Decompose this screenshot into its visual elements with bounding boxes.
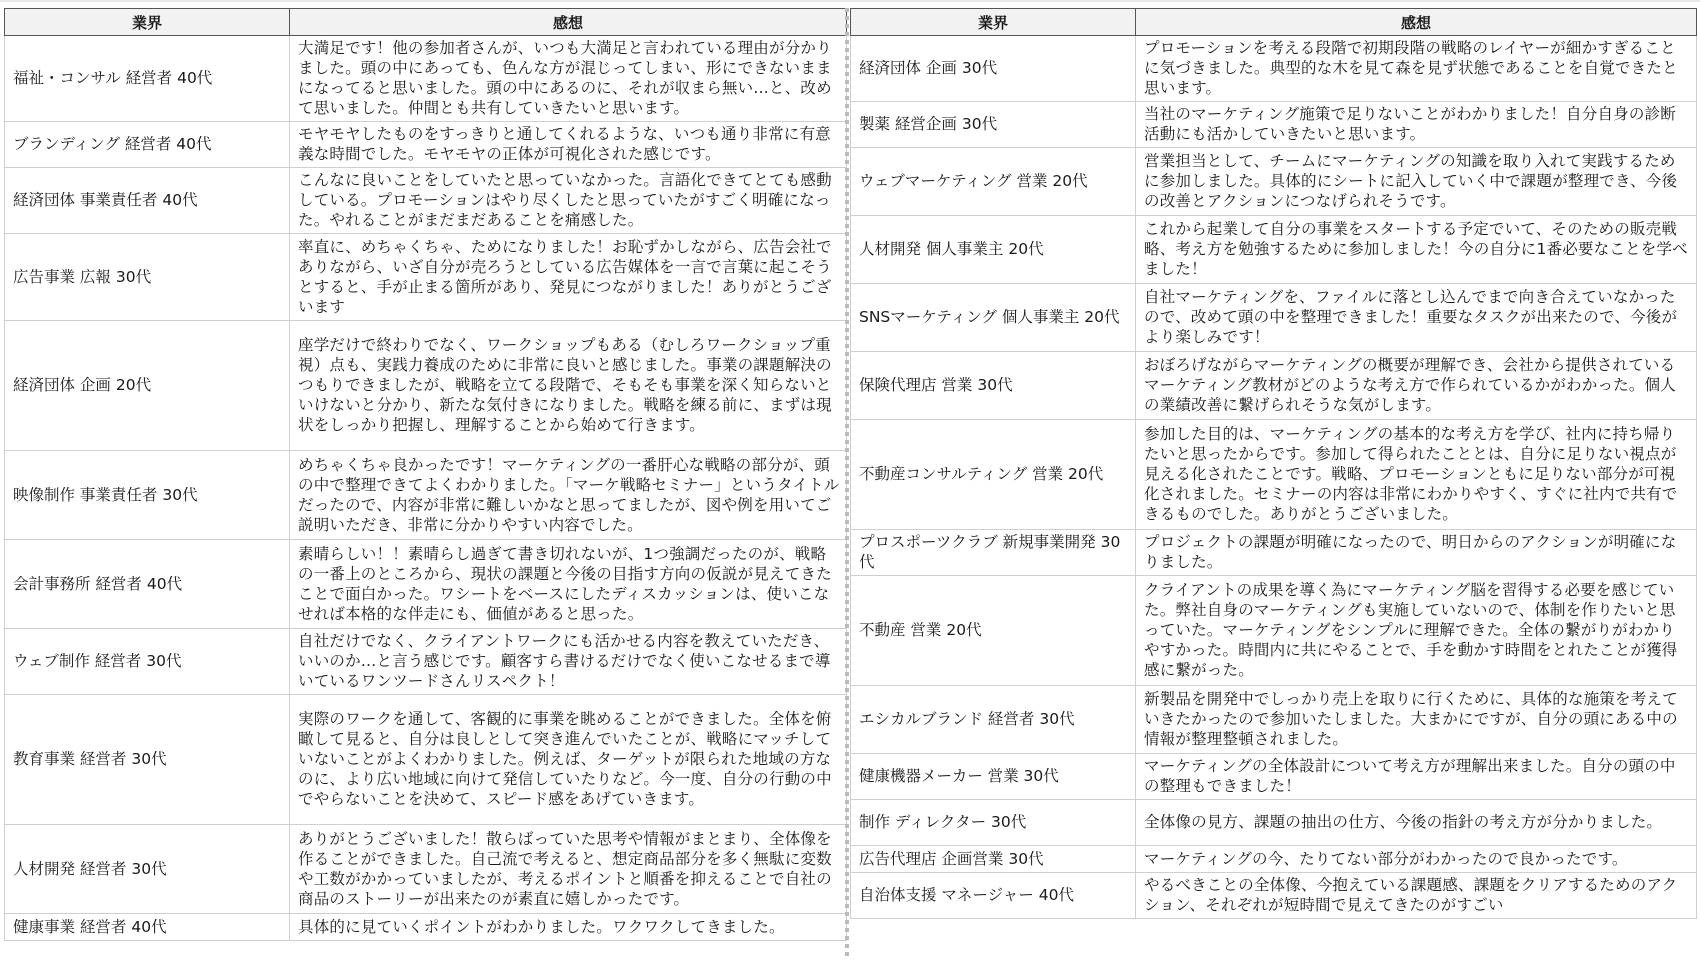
header-industry: 業界 xyxy=(5,9,290,36)
comment-cell: 素晴らしい！！素晴らし過ぎて書き切れないが、1つ強調だったのが、戦略の一番上のところから、現状の課題と今後の目指す方向の仮説が見えてきたことで面白かった。ワシートをベースにしたディスカッションは、使いこなせれば本格的な伴走にも、価値があると思った。 xyxy=(290,540,847,629)
table-row xyxy=(5,122,847,168)
comment-cell: モヤモヤしたものをすっきりと通してくれるような、いつも通り非常に有意義な時間でした。モヤモヤの正体が可視化された感じです。 xyxy=(290,122,847,168)
comment-cell: プロジェクトの課題が明確になったので、明日からのアクションが明確になりました。 xyxy=(1136,530,1697,576)
comment-cell: 営業担当として、チームにマーケティングの知識を取り入れて実践するために参加しました。具体的にシートに記入していく中で課題が整理でき、今後の改善とアクションにつなげられそうです。 xyxy=(1136,148,1697,216)
comment-cell: 当社のマーケティング施策で足りないことがわかりました！自分自身の診断活動にも活かしていきたいと思います。 xyxy=(1136,102,1697,148)
header-row xyxy=(851,9,1697,36)
industry-cell: 映像制作 事業責任者 30代 xyxy=(5,451,290,540)
industry-cell: 健康事業 経営者 40代 xyxy=(5,914,290,941)
comment-cell: 新製品を開発中でしっかり売上を取りに行くために、具体的な施策を考えていきたかったので参加いたしました。大まかにですが、自分の頭にある中の情報が整理整頓されました。 xyxy=(1136,686,1697,754)
comment-cell: マーケティングの今、たりてない部分がわかったので良かったです。 xyxy=(1136,846,1697,873)
table-row xyxy=(5,825,847,914)
comment-cell: ありがとうございました！散らばっていた思考や情報がまとまり、全体像を作ることができました。自己流で考えると、想定商品部分を多く無駄に変数や工数がかかっていましたが、考えるポイントと順番を抑えることで自社の商品のストーリーが出来たのが素直に嬉しかったです。 xyxy=(290,825,847,914)
comment-cell: 具体的に見ていくポイントがわかりました。ワクワクしてきました。 xyxy=(290,914,847,941)
industry-cell: 人材開発 経営者 30代 xyxy=(5,825,290,914)
comment-cell: こんなに良いことをしていたと思っていなかった。言語化できてとても感動している。プロモーションはやり尽くしたと思っていたがすごく明確になった。やれることがまだまだあることを痛感した。 xyxy=(290,168,847,234)
table-row xyxy=(5,321,847,451)
right-feedback-table xyxy=(850,8,1697,919)
table-row xyxy=(5,36,847,122)
header-comment: 感想 xyxy=(290,9,847,36)
industry-cell: 健康機器メーカー 営業 30代 xyxy=(851,754,1136,800)
industry-cell: 自治体支援 マネージャー 40代 xyxy=(851,873,1136,919)
table-row xyxy=(5,914,847,941)
table-row xyxy=(851,102,1697,148)
table-row xyxy=(851,148,1697,216)
table-row xyxy=(851,686,1697,754)
industry-cell: 経済団体 事業責任者 40代 xyxy=(5,168,290,234)
comment-cell: 実際のワークを通して、客観的に事業を眺めることができました。全体を俯瞰して見ると、自分は良しとして突き進んでいたことが、戦略にマッチしていないことがよくわかりました。例えば、ターゲットが限られた地域の方なのに、より広い地域に向けて発信していたりなど。今一度、自分の行動の中でやらないことを決めて、スピード感をあげていきます。 xyxy=(290,695,847,825)
table-row xyxy=(851,576,1697,686)
table-row xyxy=(5,168,847,234)
header-row xyxy=(5,9,847,36)
table-row xyxy=(5,451,847,540)
industry-cell: ウェブ制作 経営者 30代 xyxy=(5,629,290,695)
table-row xyxy=(851,36,1697,102)
table-row xyxy=(851,873,1697,919)
industry-cell: エシカルブランド 経営者 30代 xyxy=(851,686,1136,754)
industry-cell: 不動産 営業 20代 xyxy=(851,576,1136,686)
comment-cell: クライアントの成果を導く為にマーケティング脳を習得する必要を感じていた。弊社自身のマーケティングも実施していないので、体制を作りたいと思っていた。マーケティングをシンプルに理解できた。全体の繋がりがわかりやすかった。時間内に共にやることで、手を動かす時間をとれたことが獲得感に繋がった。 xyxy=(1136,576,1697,686)
industry-cell: 製薬 経営企画 30代 xyxy=(851,102,1136,148)
top-rule xyxy=(0,0,1700,2)
comment-cell: 全体像の見方、課題の抽出の仕方、今後の指針の考え方が分かりました。 xyxy=(1136,800,1697,846)
comment-cell: 自社だけでなく、クライアントワークにも活かせる内容を教えていただき、いいのか…と言う感じです。顧客すら書けるだけでなく使いこなせるまで導いているワンツードさんリスペクト！ xyxy=(290,629,847,695)
comment-cell: これから起業して自分の事業をスタートする予定でいて、そのための販売戦略、考え方を勉強するために参加しました！今の自分に1番必要なことを学べました！ xyxy=(1136,216,1697,284)
comment-cell: 自社マーケティングを、ファイルに落とし込んでまで向き合えていなかったので、改めて頭の中を整理できました！重要なタスクが出来たので、今後がより楽しみです！ xyxy=(1136,284,1697,352)
comment-cell: 参加した目的は、マーケティングの基本的な考え方を学び、社内に持ち帰りたいと思ったからです。参加して得られたこととは、自分に足りない視点が見える化されたことです。戦略、プロモーションともに足りない部分が可視化されました。セミナーの内容は非常にわかりやすく、すぐに社内で共有できるものでした。ありがとうございました。 xyxy=(1136,420,1697,530)
table-row xyxy=(5,695,847,825)
column-divider xyxy=(845,8,849,960)
table-row xyxy=(5,540,847,629)
table-row xyxy=(5,234,847,321)
industry-cell: 広告代理店 企画営業 30代 xyxy=(851,846,1136,873)
industry-cell: プロスポーツクラブ 新規事業開発 30代 xyxy=(851,530,1136,576)
industry-cell: SNSマーケティング 個人事業主 20代 xyxy=(851,284,1136,352)
header-industry: 業界 xyxy=(851,9,1136,36)
comment-cell: プロモーションを考える段階で初期段階の戦略のレイヤーが細かすぎることに気づきました。典型的な木を見て森を見ず状態であることを自覚できたと思います。 xyxy=(1136,36,1697,102)
comment-cell: 座学だけで終わりでなく、ワークショップもある（むしろワークショップ重視）点も、実践力養成のために非常に良いと感じました。事業の課題解決のつもりできましたが、戦略を立てる段階で、そもそも事業を深く知らないといけないと分かり、新たな気付きになりました。戦略を練る前に、まずは現状をしっかり把握し、理解することから始めて行きます。 xyxy=(290,321,847,451)
table-row xyxy=(851,284,1697,352)
comment-cell: 大満足です！他の参加者さんが、いつも大満足と言われている理由が分かりました。頭の中にあっても、色んな方が混じってしまい、形にできないままになってると思いました。頭の中にあるのに、それが収まら無い…と、改めて思いました。仲間とも共有していきたいと思います。 xyxy=(290,36,847,122)
industry-cell: ブランディング 経営者 40代 xyxy=(5,122,290,168)
comment-cell: 率直に、めちゃくちゃ、ためになりました！お恥ずかしながら、広告会社でありながら、いざ自分が売ろうとしている広告媒体を一言で言葉に起こそうとすると、手が止まる箇所があり、発見につながりました！ありがとうございます xyxy=(290,234,847,321)
table-row xyxy=(851,216,1697,284)
industry-cell: 教育事業 経営者 30代 xyxy=(5,695,290,825)
industry-cell: 広告事業 広報 30代 xyxy=(5,234,290,321)
industry-cell: 不動産コンサルティング 営業 20代 xyxy=(851,420,1136,530)
left-feedback-table xyxy=(4,8,847,941)
comment-cell: やるべきことの全体像、今抱えている課題感、課題をクリアするためのアクション、それぞれが短時間で見えてきたのがすごい xyxy=(1136,873,1697,919)
comment-cell: マーケティングの全体設計について考え方が理解出来ました。自分の頭の中の整理もできました！ xyxy=(1136,754,1697,800)
table-row xyxy=(851,420,1697,530)
header-comment: 感想 xyxy=(1136,9,1697,36)
table-row xyxy=(851,530,1697,576)
table-row xyxy=(5,629,847,695)
table-row xyxy=(851,846,1697,873)
industry-cell: ウェブマーケティング 営業 20代 xyxy=(851,148,1136,216)
industry-cell: 人材開発 個人事業主 20代 xyxy=(851,216,1136,284)
comment-cell: めちゃくちゃ良かったです！マーケティングの一番肝心な戦略の部分が、頭の中で整理できてよくわかりました。「マーケ戦略セミナー」というタイトルだったので、内容が非常に難しいかなと思ってましたが、図や例を用いてご説明いただき、非常に分かりやすい内容でした。 xyxy=(290,451,847,540)
industry-cell: 制作 ディレクター 30代 xyxy=(851,800,1136,846)
industry-cell: 会計事務所 経営者 40代 xyxy=(5,540,290,629)
table-row xyxy=(851,800,1697,846)
industry-cell: 福祉・コンサル 経営者 40代 xyxy=(5,36,290,122)
comment-cell: おぼろげながらマーケティングの概要が理解でき、会社から提供されているマーケティング教材がどのような考え方で作られているかがわかった。個人の業績改善に繋げられそうな気がします。 xyxy=(1136,352,1697,420)
table-row xyxy=(851,352,1697,420)
industry-cell: 経済団体 企画 30代 xyxy=(851,36,1136,102)
industry-cell: 経済団体 企画 20代 xyxy=(5,321,290,451)
industry-cell: 保険代理店 営業 30代 xyxy=(851,352,1136,420)
table-row xyxy=(851,754,1697,800)
